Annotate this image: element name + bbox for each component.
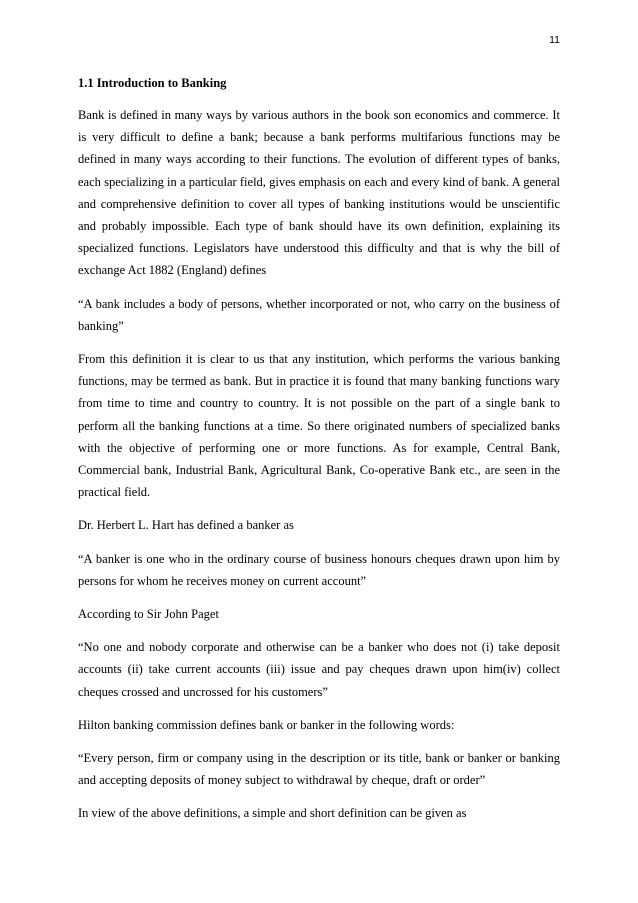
paragraph-bank-definition-intro: Bank is defined in many ways by various authors in the book son economics and commerce. It is very difficult to define a bank; because a bank performs multifarious functions may be defined in many ways according to their functions. The evolution of different types of banks, each specializing in a particular field, gives emphasis on each and every kind of bank. A general and comprehensive definition to cover all types of banking institutions would be unscientific and probably impossible. Each type of bank should have its own definition, explaining its specialized functions. Legislators have understood this difficulty and that is why the bill of exchange Act 1882 (England) defines [78,108,560,278]
paragraph-definition-analysis: From this definition it is clear to us that any institution, which performs the various banking functions, may be termed as bank. But in practice it is found that many banking functions wary from time to time and country to country. It is not possible on the part of a single bank to perform all the banking functions at a time. So there originated numbers of specialized banks with the objective of performing one or more functions. As for example, Central Bank, Commercial bank, Industrial Bank, Agricultural Bank, Co-operative Bank etc., are seen in the practical field. [78,352,560,500]
paragraph-paget-intro: According to Sir John Paget [78,607,219,622]
paragraph-paget-quote: “No one and nobody corporate and otherwise can be a banker who does not (i) take deposit accounts (ii) take current accounts (iii) issue and pay cheques drawn upon him(iv) collect cheques crossed and uncrossed for his customers” [78,640,560,699]
paragraph-conclusion: In view of the above definitions, a simple and short definition can be given as [78,806,467,821]
paragraph-hart-intro: Dr. Herbert L. Hart has defined a banker as [78,518,294,533]
page-content [78,72,560,836]
paragraph-hart-quote: “A banker is one who in the ordinary course of business honours cheques drawn upon him by persons for whom he receives money on current account” [78,551,560,588]
section-heading: 1.1 Introduction to Banking [78,76,227,90]
paragraph-hilton-quote: “Every person, firm or company using in the description or its title, bank or banker or banking and accepting deposits of money subject to withdrawal by cheque, draft or order” [78,751,560,788]
paragraph-bills-of-exchange-quote: “A bank includes a body of persons, whether incorporated or not, who carry on the business of banking” [78,296,560,333]
paragraph-hilton-intro: Hilton banking commission defines bank or banker in the following words: [78,717,455,732]
page-number: 11 [549,34,560,46]
